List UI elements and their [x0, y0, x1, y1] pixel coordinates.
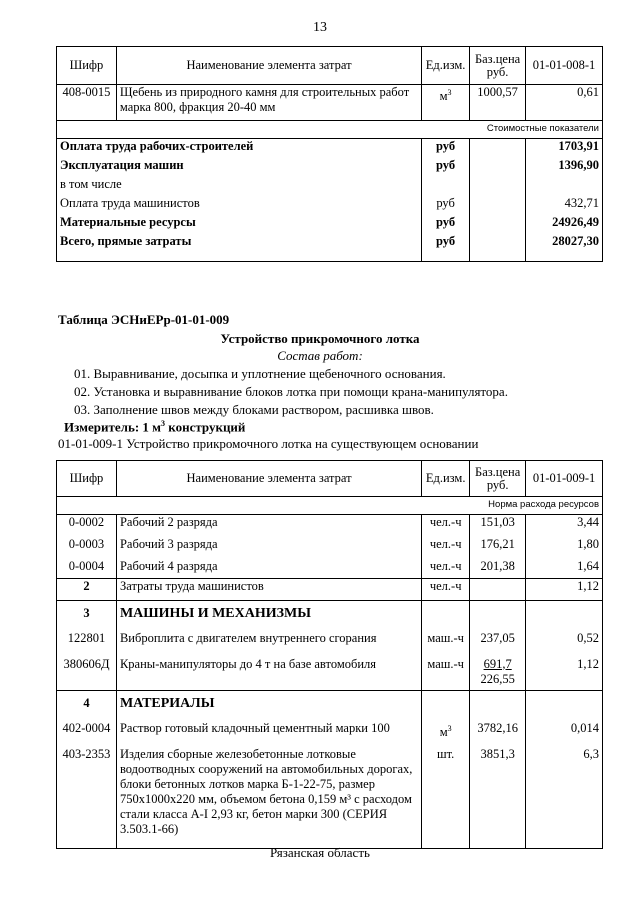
header-code: Шифр — [57, 47, 117, 85]
footer-region: Рязанская область — [270, 845, 370, 860]
header-code: Шифр — [57, 461, 117, 497]
step-1: 01. Выравнивание, досыпка и уплотнение щебеночного основания. — [74, 366, 446, 381]
table-row: в том числе — [57, 177, 603, 196]
table-row: 380606Д Краны-манипуляторы до 4 т на базе автомобиля маш.-ч 691,7 226,55 1,12 — [57, 653, 603, 691]
section-label: Норма расхода ресурсов — [57, 497, 603, 515]
header-price: Баз.цена руб. — [470, 461, 526, 497]
table-row: 0-0004 Рабочий 4 разряда чел.-ч 201,38 1,64 — [57, 559, 603, 579]
table-row: Оплата труда машинистов руб 432,71 — [57, 196, 603, 215]
table-row: 0-0003 Рабочий 3 разряда чел.-ч 176,21 1,80 — [57, 537, 603, 559]
table-row: Материальные ресурсы руб 24926,49 — [57, 215, 603, 234]
step-2: 02. Установка и выравнивание блоков лотка при помощи крана-манипулятора. — [74, 384, 508, 399]
section-label: Стоимостные показатели — [57, 121, 603, 139]
table-row: 122801 Виброплита с двигателем внутреннего сгорания маш.-ч 237,05 0,52 — [57, 627, 603, 653]
meter-label: Измеритель: 1 $м^3$ конструкций — [64, 419, 246, 435]
table-row: Оплата труда рабочих-строителей руб 1703,91 — [57, 139, 603, 158]
table-row: 2 Затраты труда машинистов чел.-ч 1,12 — [57, 579, 603, 601]
table-row: Всего, прямые затраты руб 28027,30 — [57, 234, 603, 262]
page-number: 13 — [313, 20, 327, 35]
cost-table-2 — [56, 460, 603, 849]
header-unit: Ед.изм. — [422, 461, 470, 497]
header-col: 01-01-008-1 — [526, 47, 603, 85]
step-3: 03. Заполнение швов между блоками раствором, расшивка швов. — [74, 402, 434, 417]
table-row: 408-0015 Щебень из природного камня для строительных работ марка 800, фракция 20-40 мм $м^3$ 1000,57 0,61 — [57, 85, 603, 121]
header-price: Баз.цена руб. — [470, 47, 526, 85]
cost-table-1 — [56, 46, 603, 262]
table-row: Эксплуатация машин руб 1396,90 — [57, 158, 603, 177]
header-name: Наименование элемента затрат — [116, 461, 421, 497]
item-line: 01-01-009-1 Устройство прикромочного лотка на существующем основании — [58, 436, 479, 451]
header-unit: Ед.изм. — [422, 47, 470, 85]
header-name: Наименование элемента затрат — [116, 47, 421, 85]
section-row: 4 МАТЕРИАЛЫ — [57, 691, 603, 717]
table-row: 403-2353 Изделия сборные железобетонные лотковые водоотводных сооружений на автомобильных дорогах, блоки бетонных лотков марка Б-1-22-75, размер 750х1000х220 мм, объемом бетона 0,159 м³ с расходом стали класса А-I 2,93 кг, бетон марки 300 (СЕРИЯ 3.503.1-66) шт. 3851,3 6,3 — [57, 741, 603, 849]
table-row: 402-0004 Раствор готовый кладочный цементный марки 100 $м^3$ 3782,16 0,014 — [57, 717, 603, 741]
header-col: 01-01-009-1 — [526, 461, 603, 497]
table-row: 0-0002 Рабочий 2 разряда чел.-ч 151,03 3,44 — [57, 515, 603, 537]
section-row: 3 МАШИНЫ И МЕХАНИЗМЫ — [57, 601, 603, 627]
table-title: Таблица ЭСНиЕРр-01-01-009 — [58, 312, 230, 327]
section-title: Устройство прикромочного лотка — [220, 331, 420, 346]
composition-label: Состав работ: — [277, 348, 363, 363]
